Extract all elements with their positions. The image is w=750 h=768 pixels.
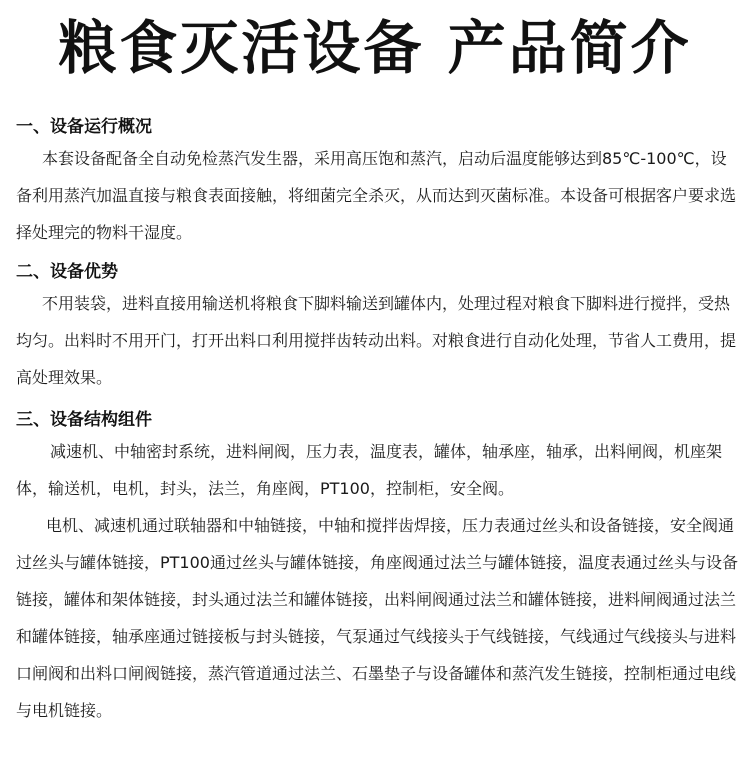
section-heading: 二、设备优势 <box>16 262 118 282</box>
section-paragraph: 电机、减速机通过联轴器和中轴链接，中轴和搅拌齿焊接，压力表通过丝头和设备链接，安全阀通过丝头与罐体链接，PT100通过丝头与罐体链接，角座阀通过法兰与罐体链接，温度表通过丝头与设备链接，罐体和架体链接，封头通过法兰和罐体链接，出料闸阀通过法兰和罐体链接，进料闸阀通过法兰和罐体链接，轴承座通过链接板与封头链接，气泵通过气线接头于气线链接，气线通过气线接头与进料口闸阀和出料口闸阀链接，蒸汽管道通过法兰、石墨垫子与设备罐体和蒸汽发生链接，控制柜通过电线与电机链接。 <box>16 516 738 720</box>
section-heading: 一、设备运行概况 <box>16 117 152 137</box>
section-paragraph: 减速机、中轴密封系统，进料闸阀，压力表，温度表，罐体，轴承座，轴承，出料闸阀，机座架体，输送机，电机，封头，法兰，角座阀，PT100，控制柜，安全阀。 <box>16 442 723 498</box>
section-operation-overview <box>16 114 742 251</box>
page-title: 粮食灭活设备 产品简介 <box>58 14 692 82</box>
section-advantages <box>16 259 742 396</box>
section-paragraph: 不用装袋，进料直接用输送机将粮食下脚料输送到罐体内，处理过程对粮食下脚料进行搅拌，受热均匀。出料时不用开门，打开出料口利用搅拌齿转动出料。对粮食进行自动化处理，节省人工费用，提高处理效果。 <box>16 294 737 387</box>
section-paragraph: 本套设备配备全自动免检蒸汽发生器，采用高压饱和蒸汽，启动后温度能够达到85℃-100℃，设备利用蒸汽加温直接与粮食表面接触，将细菌完全杀灭，从而达到灭菌标准。本设备可根据客户要求选择处理完的物料干湿度。 <box>16 149 737 242</box>
section-structure-components <box>16 407 742 729</box>
section-heading: 三、设备结构组件 <box>16 410 152 430</box>
